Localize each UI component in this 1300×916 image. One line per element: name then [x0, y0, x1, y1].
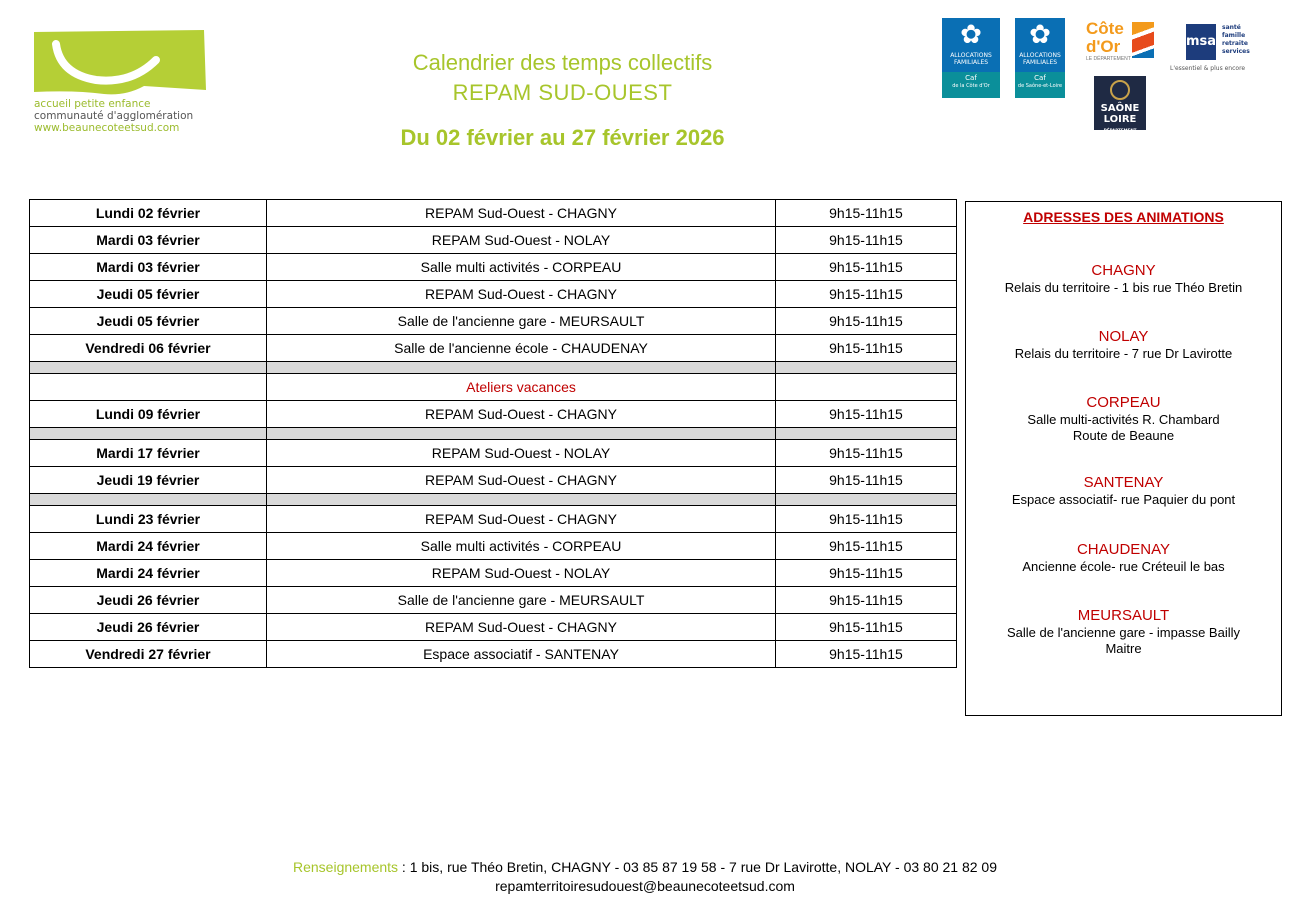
cotedor-word1: Côte — [1086, 19, 1124, 38]
separator-cell — [776, 362, 957, 374]
table-row — [30, 614, 957, 641]
caf-cote-dor-logo — [942, 18, 1000, 98]
table-row — [30, 308, 957, 335]
footer-text: : 1 bis, rue Théo Bretin, CHAGNY - 03 85 87 19 58 - 7 rue Dr Lavirotte, NOLAY - 03 80 21 82 09 — [398, 859, 998, 875]
time-cell: 9h15-11h15 — [776, 641, 957, 668]
footer-label: Renseignements — [292, 859, 399, 875]
addresses-box — [965, 201, 1282, 716]
day-cell: Mardi 17 février — [30, 440, 267, 467]
place-cell: Espace associatif - SANTENAY — [267, 641, 776, 668]
addresses-heading: ADRESSES DES ANIMATIONS — [1023, 209, 1224, 225]
table-row — [30, 200, 957, 227]
place-cell: REPAM Sud-Ouest - CHAGNY — [267, 401, 776, 428]
page-subtitle: REPAM SUD-OUEST — [452, 80, 673, 105]
time-cell: 9h15-11h15 — [776, 227, 957, 254]
table-row — [30, 440, 957, 467]
time-cell: 9h15-11h15 — [776, 254, 957, 281]
address-line: Relais du territoire - 1 bis rue Théo Bretin — [1004, 280, 1243, 295]
separator-row — [30, 362, 957, 374]
footer-email[interactable]: repamterritoiresudouest@beaunecoteetsud.com — [495, 878, 795, 894]
table-row — [30, 533, 957, 560]
msa-word: famille — [1222, 32, 1246, 39]
separator-row — [30, 494, 957, 506]
time-cell: 9h15-11h15 — [776, 560, 957, 587]
address-line: Ancienne école- rue Créteuil le bas — [1022, 559, 1225, 574]
address-town: CHAUDENAY — [1076, 541, 1171, 558]
day-cell: Lundi 23 février — [30, 506, 267, 533]
footer-contact — [0, 858, 1290, 877]
place-cell: REPAM Sud-Ouest - NOLAY — [267, 440, 776, 467]
separator-cell — [30, 494, 267, 506]
separator-cell — [30, 428, 267, 440]
time-cell — [776, 374, 957, 401]
place-cell: Salle de l'ancienne gare - MEURSAULT — [267, 587, 776, 614]
table-row — [30, 587, 957, 614]
address-line: Salle de l'ancienne gare - impasse Bailly — [1007, 625, 1240, 640]
caf2-sub: de Saône-et-Loire — [1017, 83, 1063, 89]
day-cell: Mardi 03 février — [30, 254, 267, 281]
cotedor-sub: LE DÉPARTEMENT — [1086, 56, 1131, 62]
caf2-top: ALLOCATIONS FAMILIALES — [1019, 52, 1061, 66]
date-range: Du 02 février au 27 février 2026 — [400, 125, 725, 150]
day-cell: Mardi 03 février — [30, 227, 267, 254]
day-cell: Jeudi 26 février — [30, 587, 267, 614]
section-heading-row — [30, 374, 957, 401]
place-cell: REPAM Sud-Ouest - CHAGNY — [267, 614, 776, 641]
table-row — [30, 335, 957, 362]
cote-dor-logo — [1086, 20, 1156, 68]
family-icon: ✿ — [1029, 20, 1051, 50]
msa-word: services — [1222, 48, 1250, 55]
saone-line1: SAÔNE — [1100, 103, 1140, 114]
time-cell: 9h15-11h15 — [776, 614, 957, 641]
address-line: Salle multi-activités R. Chambard — [1027, 412, 1220, 427]
table-row — [30, 560, 957, 587]
caf-saone-logo — [1015, 18, 1065, 98]
caf1-top: ALLOCATIONS FAMILIALES — [950, 52, 992, 66]
time-cell: 9h15-11h15 — [776, 308, 957, 335]
time-cell: 9h15-11h15 — [776, 401, 957, 428]
day-cell: Vendredi 06 février — [30, 335, 267, 362]
table-row — [30, 506, 957, 533]
msa-word: santé — [1222, 24, 1241, 31]
table-row — [30, 641, 957, 668]
day-cell: Jeudi 05 février — [30, 308, 267, 335]
msa-logo — [1170, 24, 1260, 74]
day-cell: Mardi 24 février — [30, 560, 267, 587]
msa-slogan: L'essentiel & plus encore — [1170, 65, 1246, 72]
cotedor-word2: d'Or — [1086, 37, 1121, 56]
msa-words — [1222, 24, 1250, 56]
place-cell: Salle multi activités - CORPEAU — [267, 254, 776, 281]
day-cell: Jeudi 05 février — [30, 281, 267, 308]
table-row — [30, 281, 957, 308]
address-town: MEURSAULT — [1077, 607, 1170, 624]
caf1-sub: de la Côte d'Or — [952, 83, 990, 89]
address-line: Maitre — [1105, 641, 1142, 656]
separator-cell — [776, 494, 957, 506]
place-cell: REPAM Sud-Ouest - CHAGNY — [267, 467, 776, 494]
logo-line-3: www.beaunecoteetsud.com — [34, 122, 180, 134]
msa-mark: msa — [1186, 24, 1216, 60]
caf2-band — [1015, 72, 1065, 98]
footer — [0, 858, 1290, 896]
address-town: SANTENAY — [1083, 474, 1164, 491]
time-cell: 9h15-11h15 — [776, 281, 957, 308]
time-cell: 9h15-11h15 — [776, 506, 957, 533]
ring-icon — [1110, 80, 1130, 100]
page-title: Calendrier des temps collectifs — [412, 50, 713, 75]
day-cell: Jeudi 26 février — [30, 614, 267, 641]
separator-cell — [776, 428, 957, 440]
day-cell: Jeudi 19 février — [30, 467, 267, 494]
msa-word: retraite — [1222, 40, 1248, 47]
address-line: Espace associatif- rue Paquier du pont — [1011, 492, 1236, 507]
separator-cell — [267, 362, 776, 374]
schedule-table — [29, 199, 957, 668]
time-cell: 9h15-11h15 — [776, 467, 957, 494]
logo-line-1: accueil petite enfance — [34, 98, 151, 110]
time-cell: 9h15-11h15 — [776, 200, 957, 227]
separator-cell — [267, 494, 776, 506]
place-cell: Salle de l'ancienne école - CHAUDENAY — [267, 335, 776, 362]
place-cell: Salle multi activités - CORPEAU — [267, 533, 776, 560]
caf1-caf: Caf — [965, 74, 977, 82]
time-cell: 9h15-11h15 — [776, 533, 957, 560]
table-row — [30, 254, 957, 281]
saone-line2: LOIRE — [1103, 114, 1137, 125]
separator-cell — [267, 428, 776, 440]
address-town: CHAGNY — [1091, 262, 1156, 279]
separator-row — [30, 428, 957, 440]
address-line: Relais du territoire - 7 rue Dr Lavirotte — [1014, 346, 1233, 361]
caf2-caf: Caf — [1034, 74, 1046, 82]
stripes-icon — [1132, 22, 1154, 58]
time-cell: 9h15-11h15 — [776, 587, 957, 614]
day-cell — [30, 374, 267, 401]
place-cell: REPAM Sud-Ouest - CHAGNY — [267, 506, 776, 533]
caf1-band — [942, 72, 1000, 98]
separator-cell — [30, 362, 267, 374]
table-row — [30, 227, 957, 254]
place-cell: REPAM Sud-Ouest - CHAGNY — [267, 281, 776, 308]
saone-sub: DÉPARTEMENT — [1103, 128, 1137, 133]
address-line: Route de Beaune — [1072, 428, 1175, 443]
day-cell: Lundi 02 février — [30, 200, 267, 227]
address-town: NOLAY — [1098, 328, 1149, 345]
logo-line-2: communauté d'agglomération — [34, 110, 194, 122]
table-row — [30, 401, 957, 428]
day-cell: Lundi 09 février — [30, 401, 267, 428]
day-cell: Vendredi 27 février — [30, 641, 267, 668]
saone-et-loire-logo — [1094, 76, 1146, 133]
place-cell: REPAM Sud-Ouest - NOLAY — [267, 227, 776, 254]
time-cell: 9h15-11h15 — [776, 335, 957, 362]
schedule-body — [30, 200, 957, 668]
place-cell: Salle de l'ancienne gare - MEURSAULT — [267, 308, 776, 335]
time-cell: 9h15-11h15 — [776, 440, 957, 467]
address-town: CORPEAU — [1086, 394, 1161, 411]
place-cell: REPAM Sud-Ouest - CHAGNY — [267, 200, 776, 227]
day-cell: Mardi 24 février — [30, 533, 267, 560]
family-icon: ✿ — [960, 20, 982, 50]
table-row — [30, 467, 957, 494]
place-cell: REPAM Sud-Ouest - NOLAY — [267, 560, 776, 587]
place-cell: Ateliers vacances — [267, 374, 776, 401]
